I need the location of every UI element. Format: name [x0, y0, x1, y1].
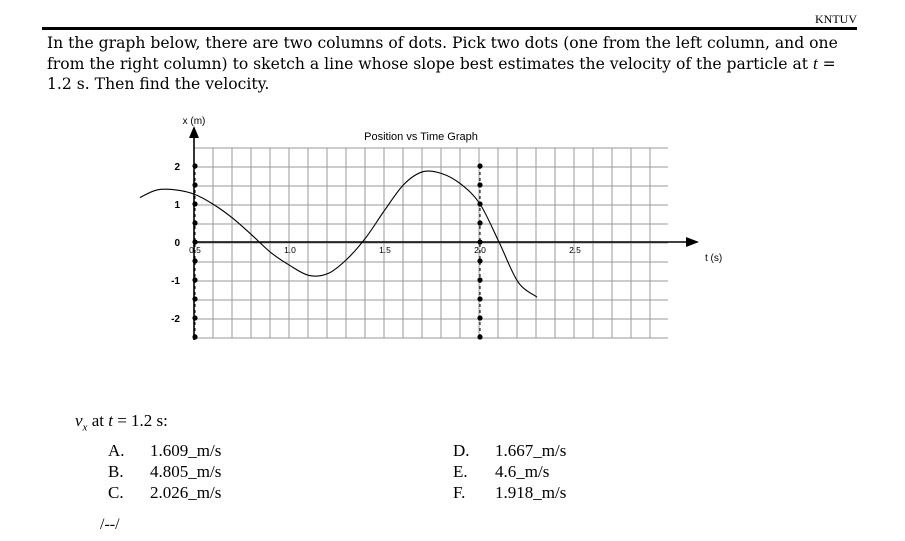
option-f[interactable]	[453, 483, 566, 503]
selectable-dot[interactable]	[477, 277, 482, 282]
x-axis-label: t (s)	[705, 253, 723, 264]
x-axis-arrow	[686, 237, 699, 247]
question-var-t: t	[812, 53, 818, 73]
x-tick-label: 2.0	[474, 245, 486, 255]
selectable-dot[interactable]	[477, 182, 482, 187]
selectable-dot[interactable]	[192, 182, 197, 187]
option-b[interactable]	[108, 462, 221, 482]
selectable-dot[interactable]	[477, 315, 482, 320]
option-letter: C.	[108, 483, 124, 502]
selectable-dot[interactable]	[477, 220, 482, 225]
x-tick-label: 1.0	[284, 245, 296, 255]
selectable-dot[interactable]	[192, 220, 197, 225]
chart-title: Position vs Time Graph	[364, 131, 478, 143]
x-tick-label: 0.5	[189, 245, 201, 255]
selectable-dot[interactable]	[477, 334, 482, 339]
y-axis-arrow	[189, 126, 199, 138]
velocity-subscript: x	[82, 421, 88, 434]
footer-mark: /--/	[100, 516, 120, 533]
series-line	[140, 171, 537, 297]
option-value: 2.026_m/s	[150, 483, 222, 502]
velocity-at: at	[87, 411, 109, 430]
velocity-time-var: t	[108, 411, 113, 430]
selectable-dot[interactable]	[192, 315, 197, 320]
selectable-dot[interactable]	[477, 239, 482, 244]
question-part1: In the graph below, there are two columns of dots. Pick two dots (one from the left column, and one from the right column) to sketch a line whose slope best estimates the velocity of the particle at	[47, 34, 838, 73]
selectable-dot[interactable]	[192, 258, 197, 263]
grid-lines	[194, 148, 668, 338]
option-c[interactable]	[108, 483, 221, 503]
option-value: 1.609_m/s	[150, 441, 222, 460]
option-value: 1.667_m/s	[495, 441, 567, 460]
selectable-dot[interactable]	[477, 201, 482, 206]
problem-code: KNTUV	[815, 12, 857, 26]
option-e[interactable]	[453, 462, 549, 482]
option-value: 1.918_m/s	[495, 483, 567, 502]
option-letter: F.	[453, 483, 466, 502]
dot-columns[interactable]	[192, 163, 482, 339]
selectable-dot[interactable]	[477, 258, 482, 263]
y-tick-label: 1	[174, 200, 180, 211]
axis-labels	[171, 116, 722, 325]
option-letter: A.	[108, 441, 125, 460]
y-axis-label: x (m)	[182, 116, 206, 127]
question-part2: = 1.2 s. Then find the velocity.	[47, 54, 836, 93]
selectable-dot[interactable]	[192, 296, 197, 301]
y-tick-label: -2	[171, 314, 180, 325]
selectable-dot[interactable]	[192, 334, 197, 339]
velocity-symbol: v	[75, 411, 83, 430]
y-tick-label: 2	[174, 162, 180, 173]
option-letter: D.	[453, 441, 470, 460]
velocity-prompt	[75, 411, 168, 433]
option-letter: E.	[453, 462, 468, 481]
velocity-time-value: = 1.2 s:	[112, 411, 168, 430]
selectable-dot[interactable]	[192, 239, 197, 244]
selectable-dot[interactable]	[192, 277, 197, 282]
option-a[interactable]	[108, 441, 221, 461]
option-letter: B.	[108, 462, 124, 481]
x-tick-label: 2.5	[569, 245, 581, 255]
position-curve	[140, 171, 537, 297]
y-tick-label: -1	[171, 276, 180, 287]
axes	[189, 126, 699, 340]
selectable-dot[interactable]	[192, 201, 197, 206]
selectable-dot[interactable]	[477, 296, 482, 301]
y-tick-label: 0	[174, 238, 180, 249]
selectable-dot[interactable]	[192, 163, 197, 168]
option-value: 4.805_m/s	[150, 462, 222, 481]
option-d[interactable]	[453, 441, 566, 461]
x-tick-label: 1.5	[379, 245, 391, 255]
selectable-dot[interactable]	[477, 163, 482, 168]
option-value: 4.6_m/s	[495, 462, 550, 481]
